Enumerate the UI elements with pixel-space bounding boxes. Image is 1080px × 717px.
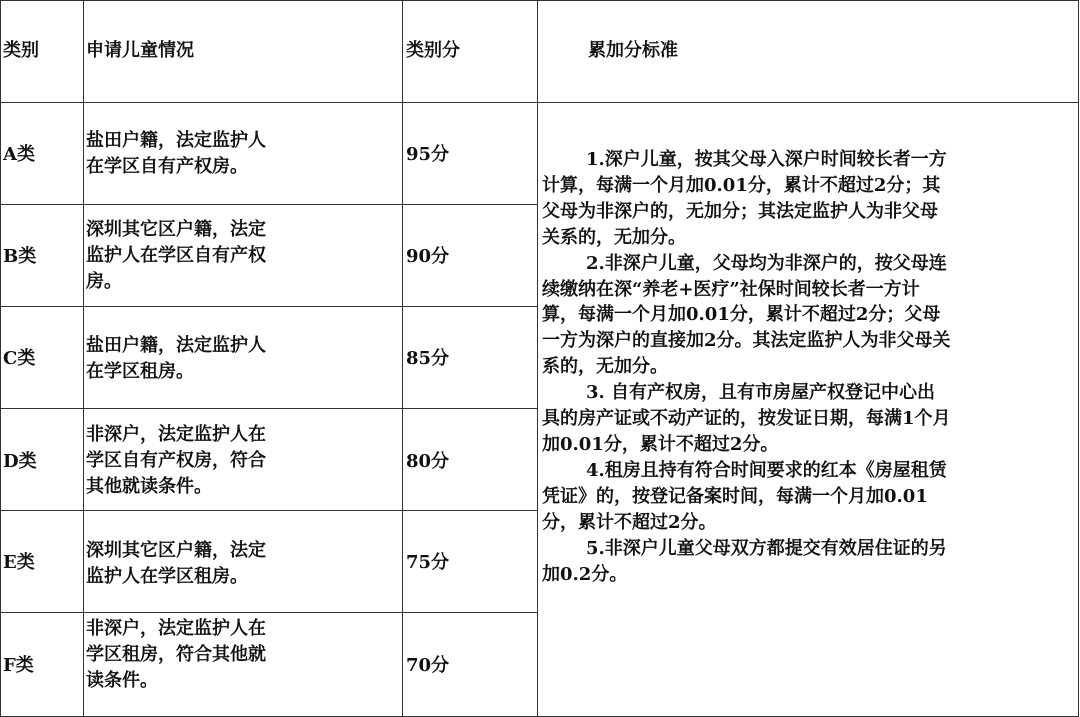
row-category: F类 (3, 655, 34, 676)
header-criteria: 累加分标准 (588, 40, 678, 61)
header-category: 类别 (3, 40, 39, 61)
row-divider (0, 510, 538, 511)
row-situation: 非深户，法定监护人在 学区自有产权房，符合 其他就读条件。 (86, 424, 266, 497)
row-score: 90分 (406, 246, 450, 267)
row-divider (0, 408, 538, 409)
criteria-item: 1.深户儿童，按其父母入深户时间较长者一方计算，每满一个月加0.01分，累计不超过2分；其父母为非深户的，无加分；其法定监护人为非父母关系的，无加分。 (542, 149, 947, 248)
row-situation: 深圳其它区户籍，法定 监护人在学区自有产权 房。 (86, 219, 266, 292)
header-score: 类别分 (406, 40, 460, 61)
column-divider (83, 0, 84, 717)
row-score: 75分 (406, 552, 450, 573)
row-category: A类 (3, 144, 35, 165)
column-divider (402, 0, 403, 717)
criteria-item: 5.非深户儿童父母双方都提交有效居住证的另加0.2分。 (542, 537, 947, 585)
criteria-item: 3. 自有产权房，且有市房屋产权登记中心出具的房产证或不动产证的，按发证日期，每满1个月加0.01分，累计不超过2分。 (542, 382, 951, 455)
table-border-top (0, 0, 1079, 1)
row-situation: 深圳其它区户籍，法定 监护人在学区租房。 (86, 540, 266, 587)
row-divider (0, 306, 538, 307)
criteria-item: 4.租房且持有符合时间要求的红本《房屋租赁凭证》的，按登记备案时间，每满一个月加0.01分，累计不超过2分。 (542, 459, 947, 533)
row-divider (0, 204, 538, 205)
row-score: 95分 (406, 144, 450, 165)
row-situation: 非深户，法定监护人在 学区租房，符合其他就 读条件。 (86, 618, 266, 691)
row-situation: 盐田户籍，法定监护人 在学区自有产权房。 (86, 130, 266, 177)
row-divider (0, 102, 1079, 103)
row-category: E类 (3, 552, 35, 573)
header-situation: 申请儿童情况 (86, 40, 194, 61)
row-divider (0, 612, 538, 613)
criteria-text (542, 147, 952, 587)
row-situation: 盐田户籍，法定监护人 在学区租房。 (86, 335, 266, 382)
table-border-left (0, 0, 1, 717)
row-score: 80分 (406, 451, 450, 472)
row-score: 85分 (406, 348, 450, 369)
criteria-item: 2.非深户儿童，父母均为非深户的，按父母连续缴纳在深“养老+医疗”社保时间较长者一方计算，每满一个月加0.01分，累计不超过2分；父母一方为深户的直接加2分。其法定监护人为非父母关系的，无加分。 (542, 252, 951, 378)
row-category: B类 (3, 246, 37, 267)
table-border-right (1078, 0, 1079, 717)
row-score: 70分 (406, 655, 450, 676)
row-category: D类 (3, 451, 37, 472)
row-category: C类 (3, 348, 36, 369)
column-divider (537, 0, 538, 717)
